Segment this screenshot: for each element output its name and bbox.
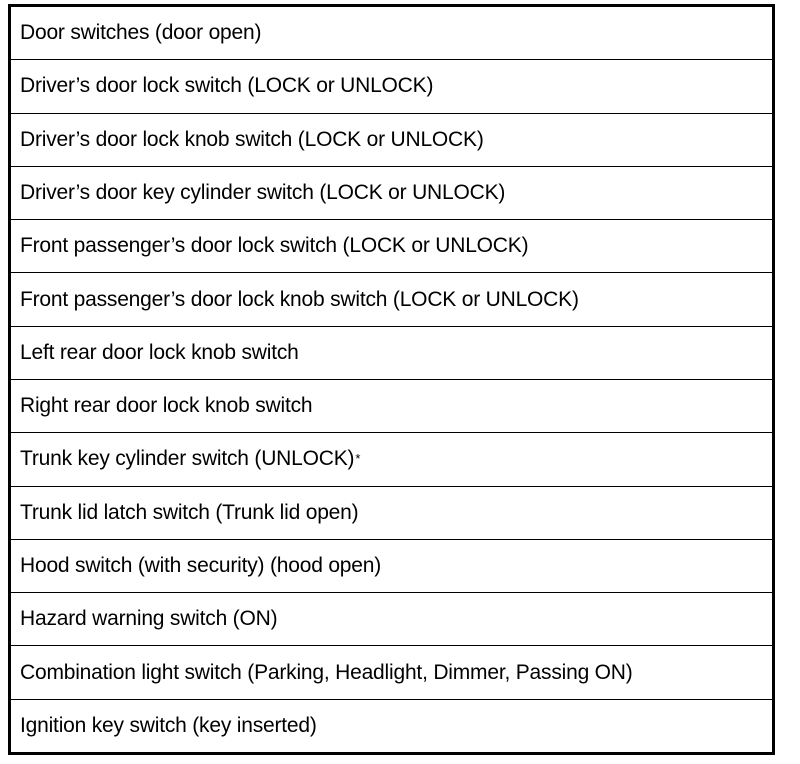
row-text: Door switches (door open) — [20, 21, 262, 45]
table-row — [11, 487, 772, 540]
table-row — [11, 700, 772, 752]
row-text: Hazard warning switch (ON) — [20, 607, 278, 631]
table-row — [11, 380, 772, 433]
table-row — [11, 646, 772, 699]
table-row — [11, 7, 772, 60]
table-row — [11, 167, 772, 220]
row-text: Ignition key switch (key inserted) — [20, 713, 317, 737]
row-text: Left rear door lock knob switch — [20, 340, 299, 364]
row-text: Combination light switch (Parking, Headlight, Dimmer, Passing ON) — [20, 660, 633, 684]
table-row — [11, 220, 772, 273]
table-row — [11, 114, 772, 167]
row-text: Driver’s door lock knob switch (LOCK or UNLOCK) — [20, 127, 484, 151]
row-text: Hood switch (with security) (hood open) — [20, 553, 382, 577]
table-row — [11, 593, 772, 646]
row-text: Trunk lid latch switch (Trunk lid open) — [20, 500, 359, 524]
row-text: Front passenger’s door lock switch (LOCK or UNLOCK) — [20, 234, 529, 258]
table-row — [11, 273, 772, 326]
row-text: Front passenger’s door lock knob switch (LOCK or UNLOCK) — [20, 287, 579, 311]
table-row — [11, 60, 772, 113]
row-text: Right rear door lock knob switch — [20, 394, 313, 418]
row-text: Driver’s door lock switch (LOCK or UNLOCK) — [20, 74, 434, 98]
table-row — [11, 327, 772, 380]
row-text: Driver’s door key cylinder switch (LOCK or UNLOCK) — [20, 180, 506, 204]
table-row — [11, 540, 772, 593]
row-text: Trunk key cylinder switch (UNLOCK) — [20, 447, 355, 471]
table-row: Trunk key cylinder switch (UNLOCK) * — [11, 433, 772, 486]
switch-table — [8, 4, 775, 755]
